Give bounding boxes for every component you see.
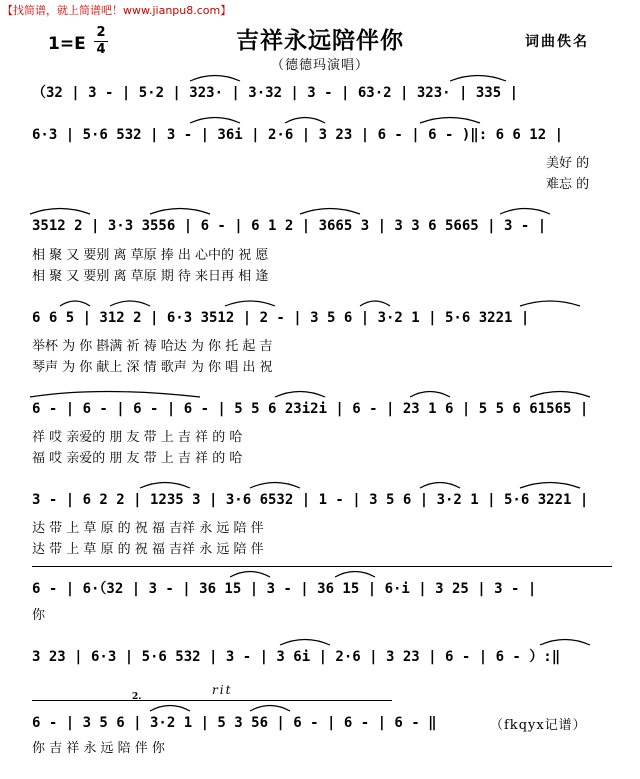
slur-mark: [250, 483, 300, 489]
slur-mark: [360, 301, 390, 306]
notation-system-2: [0, 124, 640, 150]
slur-mark: [250, 706, 290, 712]
lyric-line: [0, 541, 640, 561]
lyric-text: 相 聚 又 要别 离 草原 捧 出 心中的 祝 愿: [32, 248, 269, 263]
slur-mark: [280, 640, 330, 646]
volta-line-1: [32, 566, 612, 567]
slur-mark: [150, 706, 190, 712]
notation-system-8: [0, 646, 640, 672]
slur-mark: [225, 301, 275, 306]
lyric-line: [0, 607, 640, 627]
notation-text: 6 - | 6·（32 | 3 - | 36 15 | 3 - | 36 15 | 6·i | 3 25 | 3 - |: [32, 581, 537, 597]
transcriber-credit: （fkqyx记谱）: [490, 718, 587, 733]
notation-system-5: [0, 398, 640, 424]
site-header-link[interactable]: 【找简谱，就上简谱吧！www.jianpu8.com】: [2, 4, 232, 17]
notation-text: 6 - | 6 - | 6 - | 6 - | 5 5 6 23i2i | 6 - | 23 1 6 | 5 5 6 61565 |: [32, 401, 589, 417]
lyric-text: 你 吉 祥 永 远 陪 伴 你: [32, 741, 165, 756]
notation-system-3: [0, 215, 640, 241]
lyric-line: [0, 155, 640, 175]
slur-mark: [30, 209, 90, 215]
lyric-text: 举杯 为 你 斟满 祈 祷 哈达 为 你 托 起 吉: [32, 339, 273, 354]
lyric-text: 琴声 为 你 献上 深 情 歌声 为 你 唱 出 祝: [32, 360, 273, 375]
lyric-line: [0, 450, 640, 470]
notation-text: 3512 2 | 3·3 3556 | 6 - | 6 1 2 | 3665 3 | 3 3 6 5665 | 3 - |: [32, 218, 547, 234]
lyric-line: [0, 247, 640, 267]
slur-mark: [420, 483, 460, 489]
notation-text: 3 - | 6 2 2 | 1235 3 | 3·6 6532 | 1 - | 3 5 6 | 3·2 1 | 5·6 3221 |: [32, 492, 589, 508]
slur-mark: [530, 392, 590, 398]
lyric-text: 你: [32, 608, 46, 623]
notation-text: 6·3 | 5·6 532 | 3 - | 36i | 2·6 | 3 23 | 6 - | 6 - )‖: 6 6 12 |: [32, 127, 564, 143]
meter-top: 2: [96, 25, 106, 40]
lyric-line: [0, 740, 640, 760]
lyric-line: [0, 359, 640, 379]
notation-system-7: [0, 578, 640, 604]
slur-mark: [520, 483, 580, 489]
lyric-text: 达 带 上 草 原 的 祝 福 吉祥 永 远 陪 伴: [32, 521, 264, 536]
slur-mark: [540, 640, 590, 646]
lyric-text: 美好 的: [546, 156, 590, 171]
slur-mark: [150, 209, 210, 215]
slur-mark: [190, 118, 240, 124]
slur-mark: [420, 118, 480, 124]
slur-mark: [190, 76, 240, 82]
volta-line-2: [32, 700, 142, 701]
slur-mark: [285, 118, 325, 124]
song-credit: 词曲佚名: [525, 34, 589, 50]
notation-system-1: [0, 82, 640, 108]
notation-text: 3 23 | 6·3 | 5·6 532 | 3 - | 3 6i | 2·6 | 3 23 | 6 - | 6 - ）:‖: [32, 649, 561, 665]
slur-mark: [335, 572, 375, 578]
lyric-text: 祥 哎 亲爱的 朋 友 带 上 吉 祥 的 哈: [32, 430, 243, 445]
notation-text: 6 6 5 | 312 2 | 6·3 3512 | 2 - | 3 5 6 | 3·2 1 | 5·6 3221 |: [32, 310, 530, 326]
slur-mark: [500, 209, 550, 215]
slur-mark: [110, 301, 150, 306]
rit-line: [142, 700, 392, 701]
lyric-line: [0, 429, 640, 449]
song-title: 吉祥永远陪伴你: [236, 27, 404, 54]
notation-system-4: [0, 307, 640, 333]
slur-mark: [275, 392, 325, 398]
lyric-text: 达 带 上 草 原 的 祝 福 吉祥 永 远 陪 伴: [32, 542, 264, 557]
slur-mark: [60, 301, 90, 306]
volta-number: 2.: [132, 692, 142, 702]
lyric-line: [0, 176, 640, 196]
slur-mark: [410, 392, 450, 398]
slur-mark: [230, 572, 270, 578]
slur-mark: [520, 301, 580, 306]
ritardando-mark: rit: [212, 683, 233, 697]
slur-mark: [300, 209, 360, 215]
meter-bottom: 4: [96, 42, 106, 57]
lyric-line: [0, 338, 640, 358]
slur-mark: [450, 76, 506, 82]
notation-system-6: [0, 489, 640, 515]
slur-mark: [30, 392, 200, 398]
lyric-text: 难忘 的: [546, 177, 590, 192]
notation-text: （32 | 3 - | 5·2 | 323· | 3·32 | 3 - | 63·2 | 323· | 335 |: [32, 85, 519, 101]
song-subtitle: （德德玛演唱）: [270, 58, 369, 73]
lyric-line: [0, 520, 640, 540]
slur-mark: [140, 483, 190, 489]
lyric-text: 福 哎 亲爱的 朋 友 带 上 吉 祥 的 哈: [32, 451, 243, 466]
notation-text: 6 - | 3 5 6 | 3·2 1 | 5 3 56 | 6 - | 6 - | 6 - ‖: [32, 715, 437, 731]
lyric-text: 相 聚 又 要别 离 草原 期 待 来日再 相 逢: [32, 269, 269, 284]
key-signature: 1=E: [48, 34, 86, 54]
lyric-line: [0, 268, 640, 288]
